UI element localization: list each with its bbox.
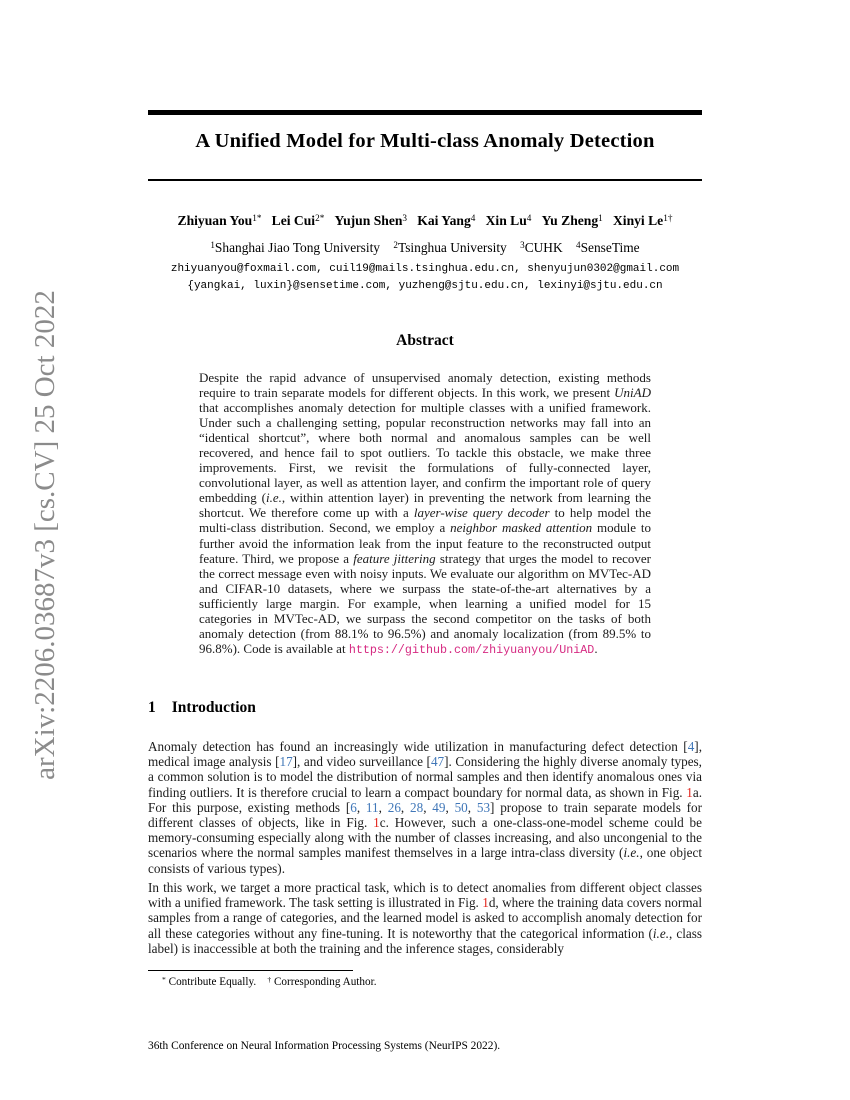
figure-ref-link[interactable]: 1	[482, 895, 489, 911]
text-run: UniAD	[614, 385, 651, 401]
text-run	[475, 213, 485, 228]
citation-link[interactable]: 53	[476, 799, 491, 815]
text-run: Lei Cui	[271, 213, 316, 228]
text-run: 4	[470, 212, 476, 223]
url-link[interactable]: https://github.com/zhiyuanyou/UniAD	[348, 642, 595, 657]
emails-block	[148, 261, 702, 295]
text-run: ], and video surveillance [	[292, 754, 431, 770]
text-run: 2	[393, 239, 398, 250]
intro-paragraph-1	[148, 739, 702, 876]
text-run: *	[162, 974, 166, 984]
text-run	[531, 213, 541, 228]
text-run: , within attention layer) in preventing the network from learning the shortcut. We therefore come up with a	[199, 490, 652, 521]
text-run: module to further avoid the information leak from the input feature to the reconstructed output feature. Third, we propose a	[199, 520, 652, 566]
text-run: a. For this purpose, existing methods [	[148, 784, 702, 815]
text-run: 3	[520, 239, 525, 250]
section-number: 1	[148, 699, 156, 716]
conference-footer: 36th Conference on Neural Information Processing Systems (NeurIPS 2022).	[148, 1040, 501, 1052]
authors-line	[120, 213, 730, 229]
text-run: Xinyi Le	[612, 213, 664, 228]
text-run: to help model the multi-class distribution. Second, we employ a	[199, 505, 651, 536]
text-run: ,	[423, 799, 433, 815]
text-run	[603, 213, 613, 228]
text-run: ], medical image analysis [	[148, 739, 702, 770]
text-run: i.e.	[652, 925, 670, 941]
text-run: ] propose to train separate models for different classes of objects, like in Fig.	[148, 799, 703, 831]
citation-link[interactable]: 47	[430, 754, 445, 770]
text-run: ,	[378, 799, 388, 815]
figure-ref-link[interactable]: 1	[686, 784, 693, 800]
text-run: Yujun Shen	[334, 213, 403, 228]
text-run: Zhiyuan You	[177, 213, 253, 228]
arxiv-watermark: arXiv:2206.03687v3 [cs.CV] 25 Oct 2022	[29, 290, 61, 780]
text-run: c. However, such a one-class-one-model scheme could be memory-consuming especially along with the number of classes increasing, and also uncongenial to the scenarios where the normal samples manifest themselves in a large intra-class diversity (	[148, 815, 702, 861]
text-run: †	[267, 974, 272, 984]
citation-link[interactable]: 26	[387, 799, 401, 815]
text-run: feature jittering	[353, 550, 436, 566]
citation-link[interactable]: 17	[279, 754, 293, 770]
text-run: 1*	[252, 212, 262, 223]
text-run: In this work, we target a more practical task, which is to detect anomalies from different object classes with a unified framework. The task setting is illustrated in Fig.	[148, 880, 702, 911]
text-run: neighbor masked attention	[450, 520, 593, 536]
footnote-rule	[148, 970, 353, 971]
text-run: 3	[402, 212, 408, 223]
text-run: 4	[576, 239, 581, 250]
text-run: i.e.	[266, 490, 282, 506]
paper-title: A Unified Model for Multi-class Anomaly Detection	[195, 130, 655, 152]
text-run: 1	[598, 212, 603, 223]
text-run	[407, 213, 417, 228]
text-run: i.e.	[623, 845, 640, 861]
text-run: Shanghai Jiao Tong University	[214, 240, 380, 255]
email-line-1: zhiyuanyou@foxmail.com, cuil19@mails.tsinghua.edu.cn, shenyujun0302@gmail.com	[170, 263, 680, 275]
text-run	[563, 240, 576, 255]
citation-link[interactable]: 11	[365, 799, 379, 815]
intro-paragraph-2	[148, 880, 702, 956]
text-run: 4	[526, 212, 532, 223]
text-run: Tsinghua University	[397, 240, 507, 255]
section-title: Introduction	[171, 699, 256, 716]
text-run: , class label) is inaccessible at both the training and the inference stages, considerably	[148, 925, 702, 956]
text-run: , one object consists of various types).	[148, 845, 702, 876]
text-run: strategy that urges the model to recover the correct message even with noisy inputs. We evaluate our algorithm on MVTec-AD and CIFAR-10 datasets, where we surpass the state-of-the-art alternatives by a sufficiently large margin. For example, when learning a unified model for 15 categories in MVTec-AD, we surpass the second competitor on the tasks of both anomaly detection (from 88.1% to 96.5%) and anomaly localization (from 89.5% to 96.8%). Code is available at	[199, 550, 651, 656]
text-run: d, where the training data covers normal samples from a range of categories, and the learned model is asked to accomplish anomaly detection for all these categories without any fine-tuning. It is noteworthy that the categorical information (	[148, 895, 702, 941]
text-run: 1†	[663, 212, 673, 223]
text-run: 2*	[315, 212, 325, 223]
footnote-line	[148, 976, 702, 988]
text-run: ,	[400, 799, 410, 815]
abstract-heading: Abstract	[396, 332, 454, 349]
text-run: Anomaly detection has found an increasingly wide utilization in manufacturing defect detection [	[148, 739, 688, 754]
text-run	[507, 240, 520, 255]
text-run: that accomplishes anomaly detection for multiple classes with a unified framework. Under such a challenging setting, popular reconstruction networks may fall into an “identical shortcut”, where both normal and anomalous samples can be well recovered, and hence fail to spot outliers. To tackle this obstacle, we make three improvements. First, we revisit the formulations of fully-connected layer, convolutional layer, as well as attention layer, and confirm the important role of query embedding (	[199, 400, 651, 506]
affiliations-line	[148, 240, 702, 256]
text-run: ,	[356, 799, 366, 815]
citation-link[interactable]: 6	[350, 799, 357, 815]
text-run: 1	[210, 239, 215, 250]
email-line-2: {yangkai, luxin}@sensetime.com, yuzheng@sjtu.edu.cn, lexinyi@sjtu.edu.cn	[187, 280, 663, 292]
text-run	[324, 213, 334, 228]
citation-link[interactable]: 49	[432, 799, 446, 815]
text-run: ,	[467, 799, 477, 815]
text-run: Contribute Equally.	[165, 976, 268, 988]
text-run: Despite the rapid advance of unsupervised anomaly detection, existing methods require to train separate models for different objects. In this work, we present	[199, 370, 651, 401]
section-1-heading	[148, 699, 702, 717]
title-rule-top	[148, 110, 702, 115]
figure-ref-link[interactable]: 1	[373, 815, 380, 831]
text-run: Xin Lu	[485, 213, 527, 228]
text-run: Corresponding Author.	[271, 976, 377, 988]
citation-link[interactable]: 50	[454, 799, 468, 815]
text-run: layer-wise query decoder	[413, 505, 550, 521]
text-run: ]. Considering the highly diverse anomaly types, a common solution is to model the distribution of normal samples and then identify anomalous ones via finding outliers. It is therefore crucial to learn a compact boundary for normal data, as shown in Fig.	[148, 754, 702, 800]
text-run	[380, 240, 393, 255]
title-rule-bottom	[148, 179, 702, 181]
citation-link[interactable]: 4	[687, 739, 695, 754]
text-run: .	[594, 640, 598, 656]
text-run	[261, 213, 271, 228]
text-run: SenseTime	[580, 240, 640, 255]
text-run: Yu Zheng	[541, 213, 599, 228]
abstract-body	[199, 370, 651, 658]
text-run: Kai Yang	[417, 213, 471, 228]
text-run: ,	[445, 799, 455, 815]
citation-link[interactable]: 28	[410, 799, 424, 815]
text-run: CUHK	[524, 240, 563, 255]
